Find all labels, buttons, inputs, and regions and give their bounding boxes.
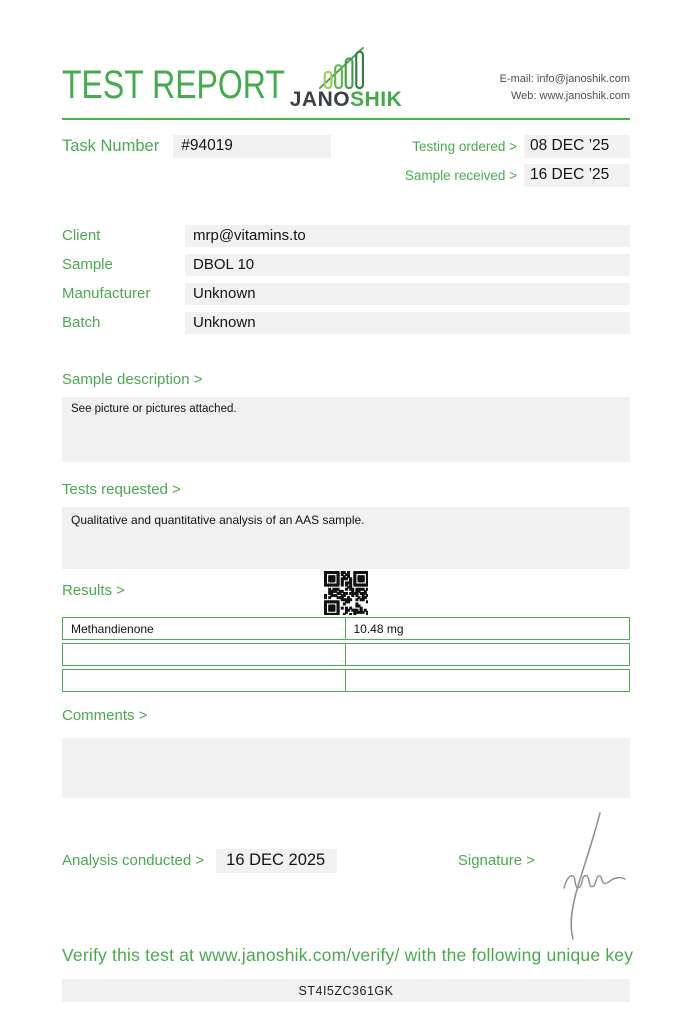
analysis-conducted-value: 16 DEC 2025 [216, 849, 337, 873]
sample-label: Sample [62, 256, 113, 273]
sample-info-block [62, 225, 630, 334]
client-row [62, 225, 630, 247]
client-label: Client [62, 227, 101, 244]
sample-received-value: 16 DEC ’25 [524, 164, 630, 187]
testing-ordered-label: Testing ordered > [412, 139, 517, 154]
result-amount-cell: 10.48 mg [345, 617, 631, 640]
comments-box [62, 738, 630, 798]
client-value: mrp@vitamins.to [185, 225, 630, 247]
qr-code [324, 571, 368, 615]
manufacturer-label: Manufacturer [62, 285, 151, 302]
table-row [62, 617, 630, 640]
task-number-label: Task Number [62, 137, 160, 155]
signature-image [544, 810, 630, 942]
sample-description-heading: Sample description > [62, 371, 203, 388]
results-band [62, 569, 630, 617]
manufacturer-value: Unknown [185, 283, 630, 305]
analysis-signature-row [62, 848, 630, 873]
testing-ordered-value: 08 DEC ’25 [524, 135, 630, 158]
sample-received-row [395, 164, 630, 187]
result-analyte-cell [62, 669, 346, 692]
sample-description-box: See picture or pictures attached. [62, 397, 630, 462]
result-amount-cell [345, 669, 631, 692]
batch-label: Batch [62, 314, 101, 331]
result-amount-cell [345, 643, 631, 666]
logo-text-shik: SHIK [350, 88, 403, 111]
dates-column [395, 135, 630, 187]
manufacturer-row [62, 283, 630, 305]
result-analyte-cell [62, 643, 346, 666]
results-table [62, 617, 630, 692]
task-dates-row [62, 135, 630, 187]
results-heading: Results > [62, 582, 125, 599]
result-analyte-cell: Methandienone [62, 617, 346, 640]
page-title: TEST REPORT [62, 63, 285, 107]
contact-web: Web: www.janoshik.com [510, 89, 630, 102]
sample-received-label: Sample received > [404, 168, 517, 183]
janoshik-logo [290, 46, 403, 112]
task-number-group [62, 135, 331, 158]
logo-text-jano: JANO [289, 88, 351, 111]
contact-email: E-mail: info@janoshik.com [499, 73, 630, 85]
task-number-value: #94019 [173, 135, 331, 158]
sample-row [62, 254, 630, 276]
tests-requested-heading: Tests requested > [62, 481, 181, 498]
batch-value: Unknown [185, 312, 630, 334]
comments-heading: Comments > [62, 707, 148, 724]
header-divider [62, 118, 630, 120]
signature-label: Signature > [457, 852, 535, 869]
bar-chart-logo-icon [317, 46, 375, 90]
batch-row [62, 312, 630, 334]
table-row [62, 643, 630, 666]
table-row [62, 669, 630, 692]
sample-value: DBOL 10 [185, 254, 630, 276]
analysis-conducted-label: Analysis conducted > [62, 852, 205, 869]
report-header [62, 36, 630, 111]
tests-requested-box: Qualitative and quantitative analysis of an AAS sample. [62, 507, 630, 569]
unique-key: ST4I5ZC361GK [62, 979, 630, 1002]
logo-wordmark [290, 88, 403, 112]
testing-ordered-row [395, 135, 630, 158]
contact-info [500, 71, 630, 104]
verify-instruction: Verify this test at www.janoshik.com/verify/ with the following unique key [62, 945, 634, 965]
